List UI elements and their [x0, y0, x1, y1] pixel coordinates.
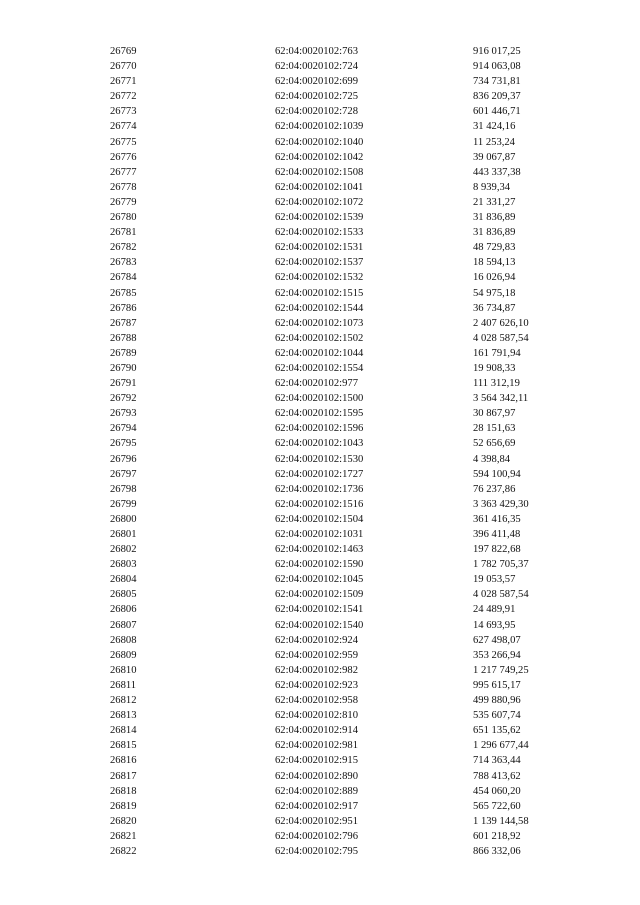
- table-row: [110, 301, 593, 316]
- cadastral-number: 62:04:0020102:1504: [275, 513, 364, 525]
- cadastral-number: 62:04:0020102:1596: [275, 423, 364, 435]
- cadastral-value: 565 722,60: [473, 800, 521, 812]
- cadastral-value: 28 151,63: [473, 423, 516, 435]
- cadastral-value: 1 782 705,37: [473, 559, 529, 571]
- cadastral-number: 62:04:0020102:1539: [275, 212, 364, 224]
- cadastral-value: 4 028 587,54: [473, 332, 529, 344]
- row-number: 26822: [110, 845, 137, 857]
- cadastral-value: 601 218,92: [473, 830, 521, 842]
- row-number: 26771: [110, 76, 137, 88]
- table-row: [110, 150, 593, 165]
- row-number: 26818: [110, 785, 137, 797]
- cadastral-value: 48 729,83: [473, 242, 516, 254]
- cadastral-value: 914 063,08: [473, 61, 521, 73]
- row-number: 26804: [110, 574, 137, 586]
- row-number: 26792: [110, 393, 137, 405]
- cadastral-number: 62:04:0020102:1554: [275, 362, 364, 374]
- cadastral-value: 2 407 626,10: [473, 317, 529, 329]
- table-row: [110, 421, 593, 436]
- table-row: [110, 497, 593, 512]
- cadastral-number: 62:04:0020102:1043: [275, 438, 364, 450]
- row-number: 26801: [110, 529, 137, 540]
- table-row: [110, 406, 593, 421]
- table-row: [110, 376, 593, 391]
- cadastral-number: 62:04:0020102:1515: [275, 287, 364, 299]
- table-row: [110, 527, 593, 542]
- row-number: 26777: [110, 166, 137, 178]
- row-number: 26806: [110, 604, 137, 616]
- row-number: 26779: [110, 196, 137, 208]
- cadastral-value: 31 424,16: [473, 121, 516, 133]
- row-number: 26795: [110, 438, 137, 450]
- cadastral-value: 499 880,96: [473, 695, 521, 707]
- row-number: 26807: [110, 619, 137, 631]
- table-row: [110, 602, 593, 617]
- table-row: [110, 44, 593, 59]
- cadastral-value: 651 135,62: [473, 725, 521, 737]
- cadastral-value: 443 337,38: [473, 166, 521, 178]
- row-number: 26788: [110, 332, 137, 344]
- cadastral-number: 62:04:0020102:977: [275, 378, 358, 390]
- table-row: [110, 165, 593, 180]
- cadastral-value: 8 939,34: [473, 181, 511, 193]
- table-row: [110, 723, 593, 738]
- row-number: 26814: [110, 725, 137, 737]
- table-row: [110, 89, 593, 104]
- cadastral-value: 52 656,69: [473, 438, 516, 450]
- cadastral-value: 995 615,17: [473, 679, 521, 691]
- cadastral-number: 62:04:0020102:795: [275, 845, 358, 857]
- row-number: 26769: [110, 46, 137, 57]
- table-row: [110, 799, 593, 814]
- cadastral-value: 1 296 677,44: [473, 740, 529, 752]
- cadastral-value: 18 594,13: [473, 257, 516, 269]
- table-row: [110, 135, 593, 150]
- row-number: 26809: [110, 649, 137, 661]
- row-number: 26803: [110, 559, 137, 571]
- table-row: [110, 784, 593, 799]
- cadastral-value: 4 028 587,54: [473, 589, 529, 601]
- cadastral-number: 62:04:0020102:1540: [275, 619, 364, 631]
- cadastral-number: 62:04:0020102:889: [275, 785, 358, 797]
- cadastral-value: 627 498,07: [473, 634, 521, 646]
- row-number: 26793: [110, 408, 137, 420]
- cadastral-number: 62:04:0020102:981: [275, 740, 358, 752]
- cadastral-value: 16 026,94: [473, 272, 516, 284]
- row-number: 26799: [110, 498, 137, 510]
- cadastral-value: 24 489,91: [473, 604, 516, 616]
- row-number: 26811: [110, 679, 137, 691]
- row-number: 26810: [110, 664, 137, 676]
- table-row: [110, 255, 593, 270]
- cadastral-number: 62:04:0020102:725: [275, 91, 358, 103]
- table-row: [110, 829, 593, 844]
- table-body: [110, 44, 593, 859]
- cadastral-number: 62:04:0020102:1041: [275, 181, 364, 193]
- row-number: 26798: [110, 483, 137, 495]
- cadastral-value: 866 332,06: [473, 845, 521, 857]
- table-row: [110, 738, 593, 753]
- table-row: [110, 240, 593, 255]
- row-number: 26813: [110, 710, 137, 722]
- table-row: [110, 633, 593, 648]
- cadastral-number: 62:04:0020102:1044: [275, 347, 364, 359]
- cadastral-value: 21 331,27: [473, 196, 516, 208]
- cadastral-number: 62:04:0020102:1590: [275, 559, 364, 571]
- table-row: [110, 452, 593, 467]
- table-row: [110, 708, 593, 723]
- row-number: 26816: [110, 755, 137, 767]
- table-row: [110, 512, 593, 527]
- row-number: 26821: [110, 830, 137, 842]
- table-row: [110, 693, 593, 708]
- row-number: 26790: [110, 362, 137, 374]
- cadastral-number: 62:04:0020102:728: [275, 106, 358, 118]
- cadastral-number: 62:04:0020102:923: [275, 679, 358, 691]
- table-row: [110, 391, 593, 406]
- row-number: 26797: [110, 468, 137, 480]
- table-row: [110, 557, 593, 572]
- cadastral-value: 3 564 342,11: [473, 393, 529, 405]
- cadastral-value: 1 139 144,58: [473, 815, 529, 827]
- table-row: [110, 648, 593, 663]
- table-row: [110, 436, 593, 451]
- table-row: [110, 587, 593, 602]
- cadastral-number: 62:04:0020102:1736: [275, 483, 364, 495]
- cadastral-number: 62:04:0020102:1072: [275, 196, 364, 208]
- row-number: 26815: [110, 740, 137, 752]
- cadastral-value: 535 607,74: [473, 710, 521, 722]
- row-number: 26805: [110, 589, 137, 601]
- table-row: [110, 119, 593, 134]
- table-row: [110, 316, 593, 331]
- cadastral-number: 62:04:0020102:763: [275, 46, 358, 57]
- table-row: [110, 195, 593, 210]
- cadastral-number: 62:04:0020102:982: [275, 664, 358, 676]
- table-row: [110, 286, 593, 301]
- row-number: 26780: [110, 212, 137, 224]
- cadastral-value: 4 398,84: [473, 453, 511, 465]
- cadastral-number: 62:04:0020102:917: [275, 800, 358, 812]
- cadastral-number: 62:04:0020102:1039: [275, 121, 364, 133]
- row-number: 26819: [110, 800, 137, 812]
- cadastral-number: 62:04:0020102:1532: [275, 272, 364, 284]
- cadastral-value: 111 312,19: [473, 378, 520, 390]
- table-row: [110, 814, 593, 829]
- cadastral-value: 31 836,89: [473, 227, 516, 239]
- cadastral-value: 3 363 429,30: [473, 498, 529, 510]
- cadastral-number: 62:04:0020102:1537: [275, 257, 364, 269]
- cadastral-value: 788 413,62: [473, 770, 521, 782]
- table-row: [110, 74, 593, 89]
- cadastral-value: 161 791,94: [473, 347, 521, 359]
- row-number: 26808: [110, 634, 137, 646]
- cadastral-value: 1 217 749,25: [473, 664, 529, 676]
- cadastral-number: 62:04:0020102:1541: [275, 604, 364, 616]
- row-number: 26820: [110, 815, 137, 827]
- cadastral-value: 916 017,25: [473, 46, 521, 57]
- cadastral-number: 62:04:0020102:1516: [275, 498, 364, 510]
- row-number: 26783: [110, 257, 137, 269]
- cadastral-number: 62:04:0020102:1042: [275, 151, 364, 163]
- cadastral-number: 62:04:0020102:1463: [275, 544, 364, 556]
- cadastral-number: 62:04:0020102:1031: [275, 529, 364, 540]
- cadastral-number: 62:04:0020102:1727: [275, 468, 364, 480]
- cadastral-number: 62:04:0020102:924: [275, 634, 358, 646]
- table-row: [110, 361, 593, 376]
- cadastral-value: 19 908,33: [473, 362, 516, 374]
- cadastral-value: 601 446,71: [473, 106, 521, 118]
- table-row: [110, 482, 593, 497]
- cadastral-value: 11 253,24: [473, 136, 515, 148]
- table-row: [110, 104, 593, 119]
- table-row: [110, 618, 593, 633]
- cadastral-number: 62:04:0020102:1595: [275, 408, 364, 420]
- table-row: [110, 678, 593, 693]
- cadastral-number: 62:04:0020102:810: [275, 710, 358, 722]
- cadastral-number: 62:04:0020102:1040: [275, 136, 364, 148]
- cadastral-number: 62:04:0020102:1508: [275, 166, 364, 178]
- cadastral-value: 197 822,68: [473, 544, 521, 556]
- row-number: 26786: [110, 302, 137, 314]
- cadastral-value: 31 836,89: [473, 212, 516, 224]
- row-number: 26773: [110, 106, 137, 118]
- table-row: [110, 180, 593, 195]
- row-number: 26802: [110, 544, 137, 556]
- cadastral-number: 62:04:0020102:1073: [275, 317, 364, 329]
- cadastral-value: 76 237,86: [473, 483, 516, 495]
- cadastral-number: 62:04:0020102:1045: [275, 574, 364, 586]
- cadastral-value: 454 060,20: [473, 785, 521, 797]
- cadastral-value: 19 053,57: [473, 574, 516, 586]
- cadastral-value: 361 416,35: [473, 513, 521, 525]
- table-row: [110, 59, 593, 74]
- row-number: 26812: [110, 695, 137, 707]
- row-number: 26770: [110, 61, 137, 73]
- row-number: 26791: [110, 378, 137, 390]
- row-number: 26775: [110, 136, 137, 148]
- row-number: 26774: [110, 121, 137, 133]
- row-number: 26776: [110, 151, 137, 163]
- cadastral-number: 62:04:0020102:1502: [275, 332, 364, 344]
- cadastral-number: 62:04:0020102:1500: [275, 393, 364, 405]
- cadastral-number: 62:04:0020102:959: [275, 649, 358, 661]
- cadastral-number: 62:04:0020102:951: [275, 815, 358, 827]
- row-number: 26785: [110, 287, 137, 299]
- cadastral-value: 14 693,95: [473, 619, 516, 631]
- cadastral-value: 353 266,94: [473, 649, 521, 661]
- table-row: [110, 769, 593, 784]
- table-row: [110, 663, 593, 678]
- cadastral-number: 62:04:0020102:1530: [275, 453, 364, 465]
- cadastral-number: 62:04:0020102:1509: [275, 589, 364, 601]
- cadastral-value: 714 363,44: [473, 755, 521, 767]
- cadastral-number: 62:04:0020102:699: [275, 76, 358, 88]
- row-number: 26781: [110, 227, 137, 239]
- cadastral-value: 734 731,81: [473, 76, 521, 88]
- table-row: [110, 572, 593, 587]
- cadastral-number: 62:04:0020102:724: [275, 61, 358, 73]
- cadastral-value: 836 209,37: [473, 91, 521, 103]
- row-number: 26817: [110, 770, 137, 782]
- cadastral-number: 62:04:0020102:890: [275, 770, 358, 782]
- row-number: 26772: [110, 91, 137, 103]
- row-number: 26789: [110, 347, 137, 359]
- cadastral-number: 62:04:0020102:1531: [275, 242, 364, 254]
- cadastral-number: 62:04:0020102:796: [275, 830, 358, 842]
- cadastral-number: 62:04:0020102:1544: [275, 302, 364, 314]
- table-row: [110, 753, 593, 768]
- table-row: [110, 225, 593, 240]
- table-row: [110, 210, 593, 225]
- row-number: 26800: [110, 513, 137, 525]
- cadastral-value: 36 734,87: [473, 302, 516, 314]
- cadastral-number: 62:04:0020102:914: [275, 725, 358, 737]
- table-row: [110, 467, 593, 482]
- table-row: [110, 331, 593, 346]
- row-number: 26794: [110, 423, 137, 435]
- row-number: 26784: [110, 272, 137, 284]
- table-row: [110, 542, 593, 557]
- table-row: [110, 270, 593, 285]
- cadastral-value: 54 975,18: [473, 287, 516, 299]
- cadastral-value: 396 411,48: [473, 529, 521, 540]
- row-number: 26787: [110, 317, 137, 329]
- cadastral-value: 30 867,97: [473, 408, 516, 420]
- row-number: 26778: [110, 181, 137, 193]
- cadastral-value: 39 067,87: [473, 151, 516, 163]
- cadastral-value-table: [110, 44, 593, 859]
- cadastral-number: 62:04:0020102:1533: [275, 227, 364, 239]
- cadastral-number: 62:04:0020102:958: [275, 695, 358, 707]
- table-row: [110, 844, 593, 859]
- table-row: [110, 346, 593, 361]
- row-number: 26782: [110, 242, 137, 254]
- cadastral-number: 62:04:0020102:915: [275, 755, 358, 767]
- cadastral-value: 594 100,94: [473, 468, 521, 480]
- row-number: 26796: [110, 453, 137, 465]
